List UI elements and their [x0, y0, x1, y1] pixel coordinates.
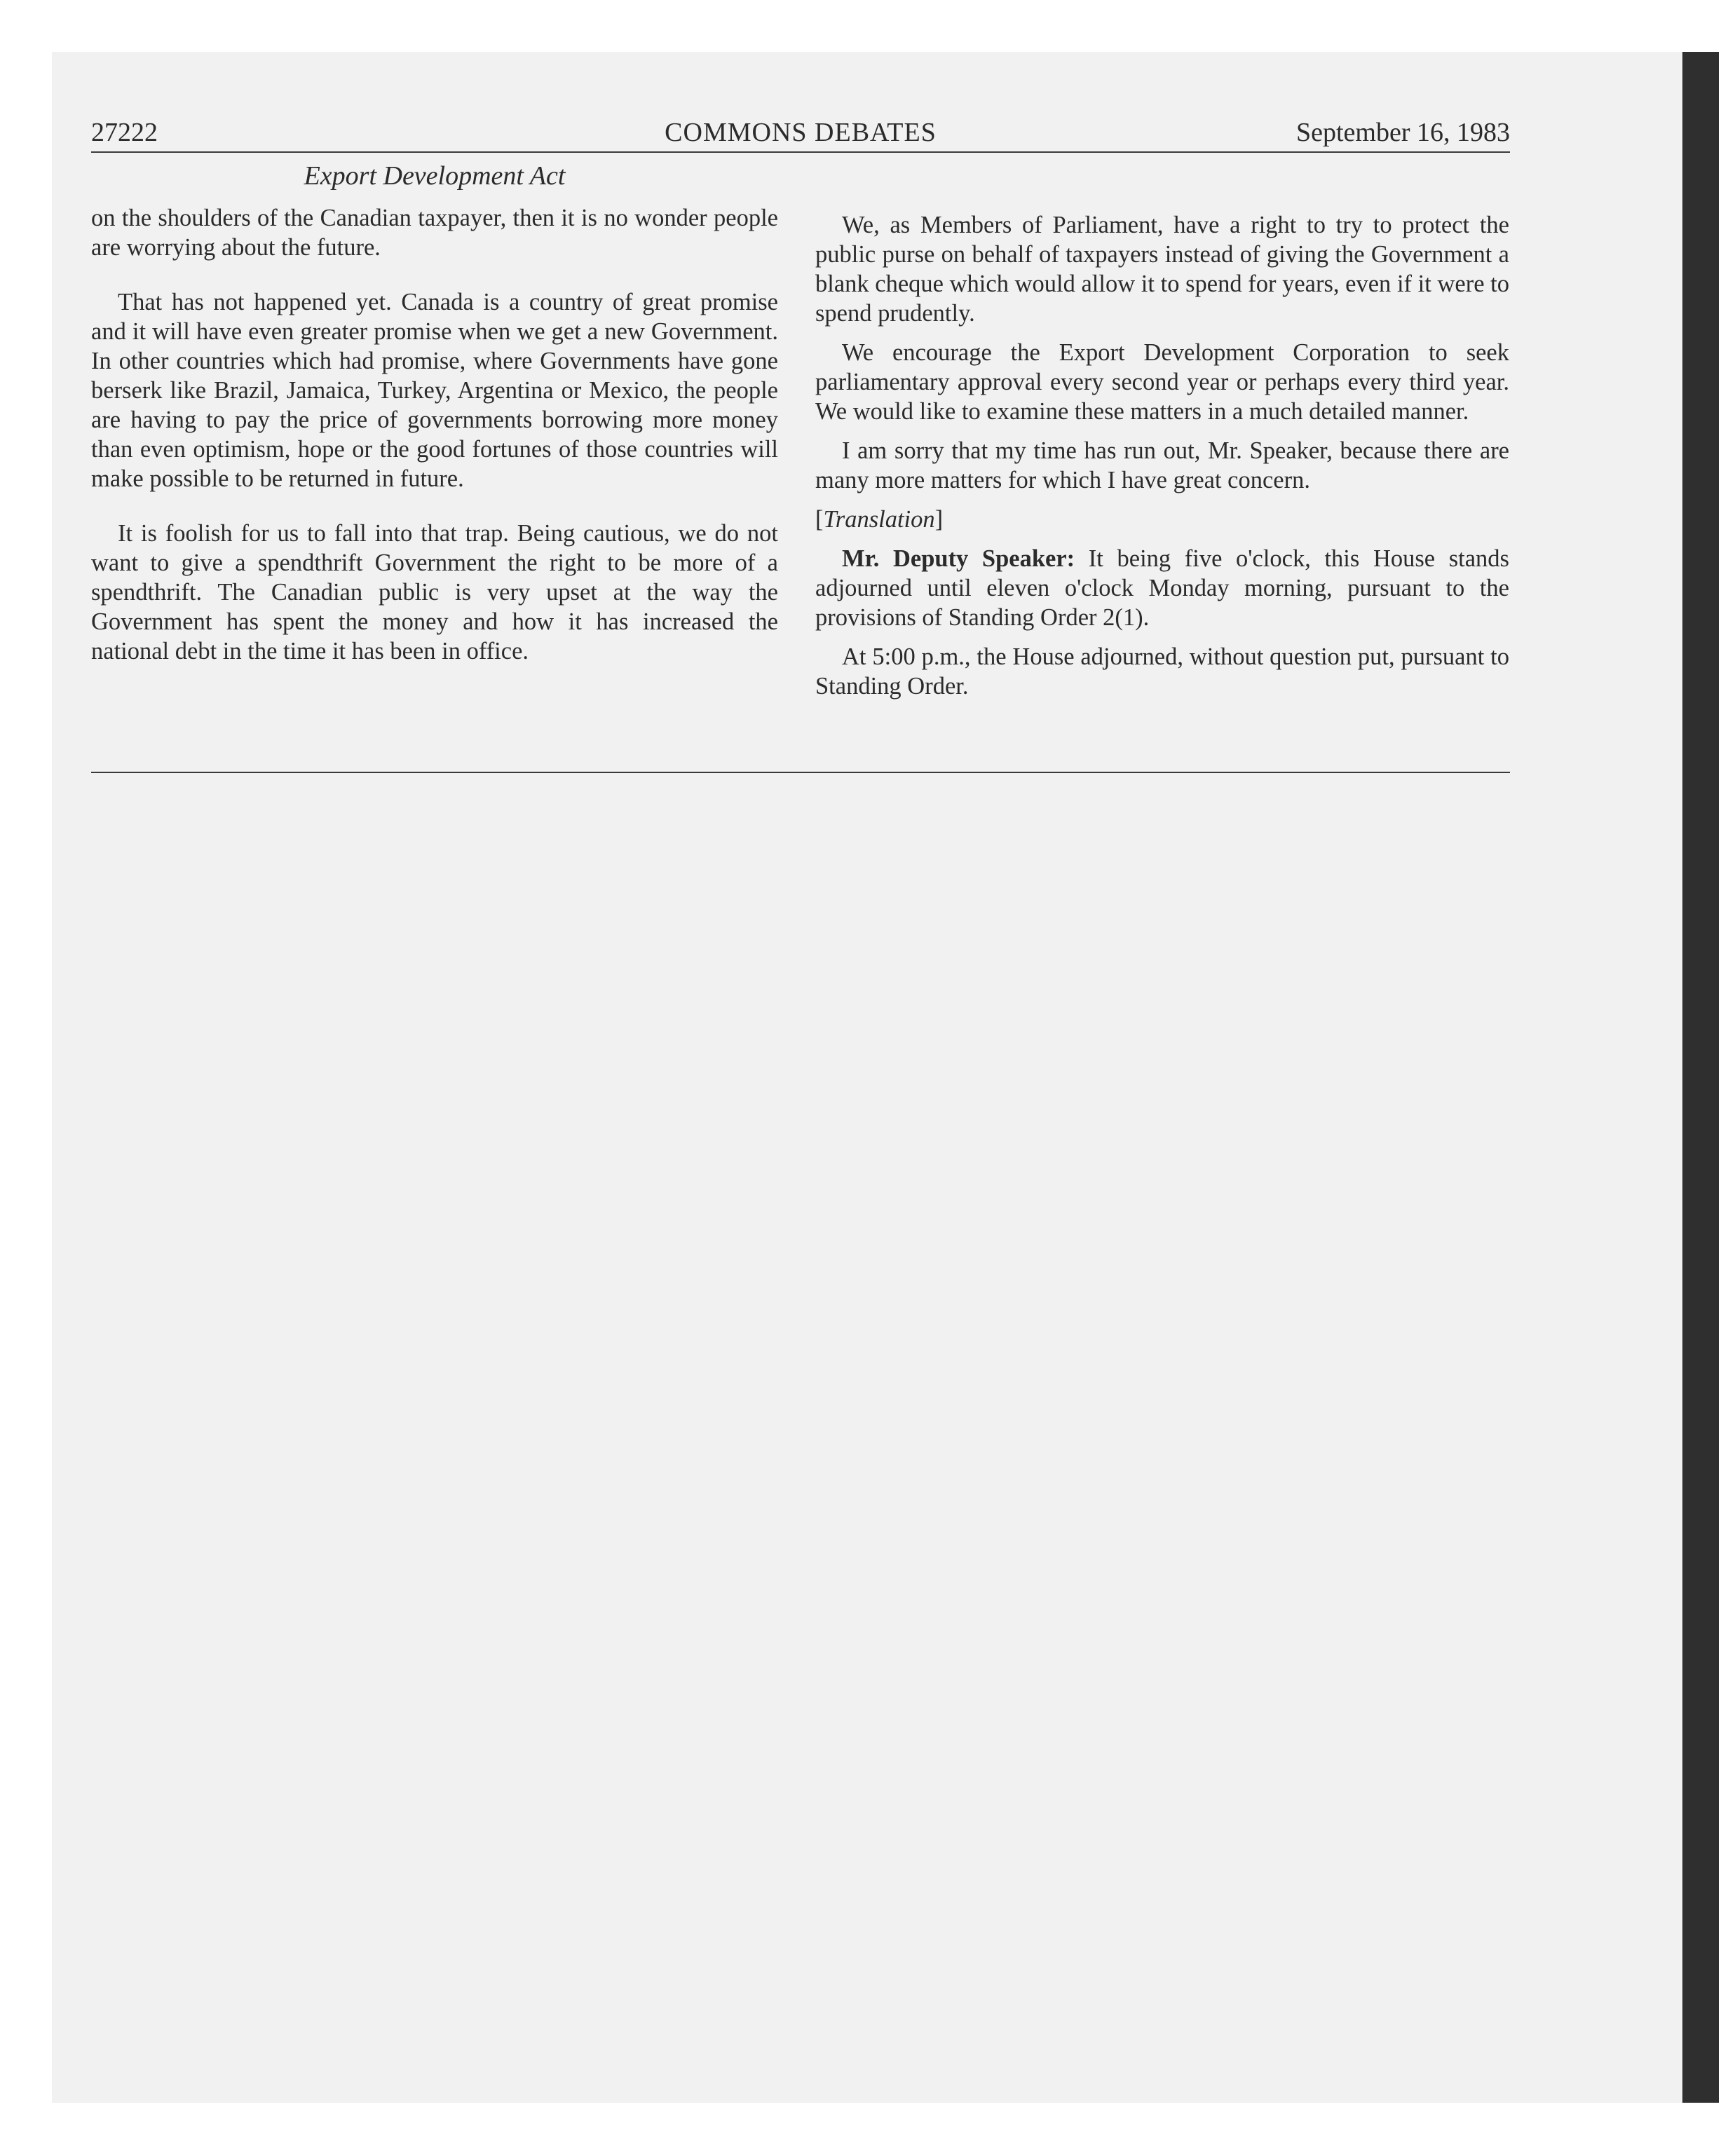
paragraph: We encourage the Export Development Corporation to seek parliamentary approval every second year or perhaps every third year. We would like to examine these matters in a much detailed manner.	[815, 339, 1509, 425]
page-header	[91, 115, 1510, 150]
paragraph: It is foolish for us to fall into that trap. Being cautious, we do not want to give a spendthrift Government the right to be more of a spendthrift. The Canadian public is very upset at the way the Government has spent the money and how it has increased the national debt in the time it has been in office.	[91, 520, 778, 664]
header-rule	[91, 151, 1510, 153]
speaker-text: It being five o'clock, this House stands adjourned until eleven o'clock Monday morning, pursuant to the provisions of Standing Order 2(1).	[815, 545, 1509, 631]
paragraph: We, as Members of Parliament, have a right to try to protect the public purse on behalf of taxpayers instead of giving the Government a blank cheque which would allow it to spend for years, even if it were to spend prudently.	[815, 212, 1509, 327]
paragraph: I am sorry that my time has run out, Mr. Speaker, because there are many more matters for which I have great concern.	[815, 437, 1509, 493]
paragraph: That has not happened yet. Canada is a country of great promise and it will have even greater promise when we get a new Government. In other countries which had promise, where Governments have gone berserk like Brazil, Jamaica, Turkey, Argentina or Mexico, the people are having to pay the price of governments borrowing more money than even optimism, hope or the good fortunes of those countries will make possible to be returned in future.	[91, 289, 778, 492]
left-column	[91, 203, 778, 691]
paragraph: At 5:00 p.m., the House adjourned, without question put, pursuant to Standing Order.	[815, 643, 1509, 700]
page-date: September 16, 1983	[1295, 118, 1510, 147]
running-title: COMMONS DEBATES	[665, 118, 937, 147]
binding-edge-shadow	[1682, 52, 1719, 2103]
translation-label-text: Translation	[823, 506, 935, 533]
paragraph: on the shoulders of the Canadian taxpayer, then it is no wonder people are worrying about the future.	[91, 205, 778, 261]
end-rule	[91, 772, 1510, 773]
translation-label: [Translation]	[815, 506, 944, 533]
speaker-name: Mr. Deputy Speaker:	[842, 545, 1075, 572]
speaker-paragraph	[815, 544, 1509, 632]
section-heading: Export Development Act	[304, 161, 566, 191]
page-number: 27222	[91, 118, 158, 147]
right-column	[815, 210, 1509, 711]
